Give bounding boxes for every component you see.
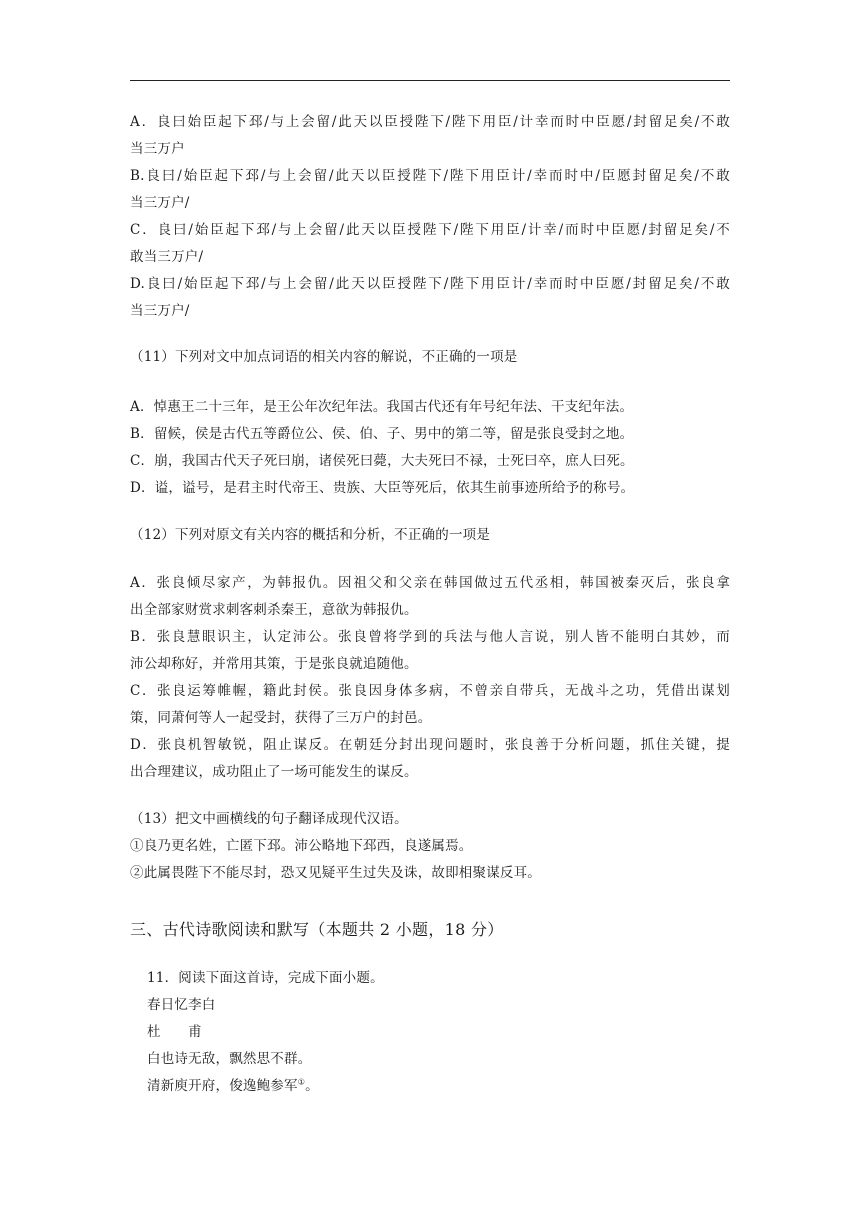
- q10-option-b-line1: B.良曰/始臣起下邳/与上会留/此天以臣授陛下/陛下用臣计/幸而时中/臣愿封留足矣/不敢: [130, 168, 730, 184]
- q10-option-c-line2: 敢当三万户/: [130, 249, 204, 265]
- q12-option-d-line1: D．张良机智敏锐，阻止谋反。在朝廷分封出现问题时，张良善于分析问题，抓住关键，提: [130, 737, 730, 753]
- section3-question-intro: 11．阅读下面这首诗，完成下面小题。: [147, 970, 384, 986]
- q10-option-a-line2: 当三万户: [130, 141, 185, 157]
- q10-option-d-line1: D.良曰/始臣起下邳/与上会留/此天以臣授陛下/陛下用臣计/幸而时中臣愿/封留足矣/不敢: [130, 276, 730, 292]
- q12-option-a-line1: A．张良倾尽家产，为韩报仇。因祖父和父亲在韩国做过五代丞相，韩国被秦灭后，张良拿: [130, 575, 730, 591]
- poem-author: 杜 甫: [147, 1024, 202, 1040]
- q11-stem: （11）下列对文中加点词语的相关内容的解说，不正确的一项是: [130, 349, 518, 365]
- q12-option-a-line2: 出全部家财赏求刺客刺杀秦王，意欲为韩报仇。: [130, 602, 418, 618]
- q10-option-c-line1: C．良曰/始臣起下邳/与上会留/此天以臣授陛下/陛下用臣/计幸/而时中臣愿/封留足矣/不: [130, 222, 730, 238]
- q13-item-1: ①良乃更名姓，亡匿下邳。沛公略地下邳西，良遂属焉。: [130, 838, 473, 854]
- poem-title: 春日忆李白: [147, 997, 216, 1013]
- poem-line-2-end: 。: [305, 1078, 319, 1094]
- poem-line-2: [147, 1077, 319, 1095]
- q11-option-b: B．留候，侯是古代五等爵位公、侯、伯、子、男中的第二等，留是张良受封之地。: [130, 426, 634, 442]
- q12-option-d-line2: 出合理建议，成功阻止了一场可能发生的谋反。: [130, 764, 418, 780]
- q12-option-c-line1: C．张良运筹帷幄，籍此封侯。张良因身体多病，不曾亲自带兵，无战斗之功，凭借出谋划: [130, 683, 730, 699]
- q11-option-d: D．谥，谥号，是君主时代帝王、贵族、大臣等死后，依其生前事迹所给予的称号。: [130, 480, 635, 496]
- footnote-marker: ①: [297, 1077, 306, 1087]
- q10-option-b-line2: 当三万户/: [130, 195, 190, 211]
- q12-option-c-line2: 策，同萧何等人一起受封，获得了三万户的封邑。: [130, 710, 432, 726]
- section3-heading: 三、古代诗歌阅读和默写（本题共 2 小题，18 分）: [130, 920, 504, 939]
- q13-stem: （13）把文中画横线的句子翻译成现代汉语。: [130, 811, 408, 827]
- q12-stem: （12）下列对原文有关内容的概括和分析，不正确的一项是: [130, 527, 491, 543]
- q11-option-a: A．悼惠王二十三年，是王公年次纪年法。我国古代还有年号纪年法、干支纪年法。: [130, 399, 634, 415]
- q13-item-2: ②此属畏陛下不能尽封，恐又见疑平生过失及诛，故即相聚谋反耳。: [130, 865, 541, 881]
- poem-line-1: 白也诗无敌，飘然思不群。: [147, 1051, 312, 1067]
- q10-option-a-line1: A．良曰始臣起下邳/与上会留/此天以臣授陛下/陛下用臣/计幸而时中臣愿/封留足矣/不敢: [130, 114, 730, 130]
- q11-option-c: C．崩，我国古代天子死曰崩，诸侯死曰薨，大夫死曰不禄，士死曰卒，庶人曰死。: [130, 453, 634, 469]
- q12-option-b-line1: B．张良慧眼识主，认定沛公。张良曾将学到的兵法与他人言说，别人皆不能明白其妙，而: [130, 629, 730, 645]
- q12-option-b-line2: 沛公却称好，并常用其策，于是张良就追随他。: [130, 656, 418, 672]
- poem-line-2-text: 清新庾开府，俊逸鲍参军: [147, 1078, 298, 1094]
- header-rule: [130, 80, 730, 81]
- q10-option-d-line2: 当三万户/: [130, 303, 190, 319]
